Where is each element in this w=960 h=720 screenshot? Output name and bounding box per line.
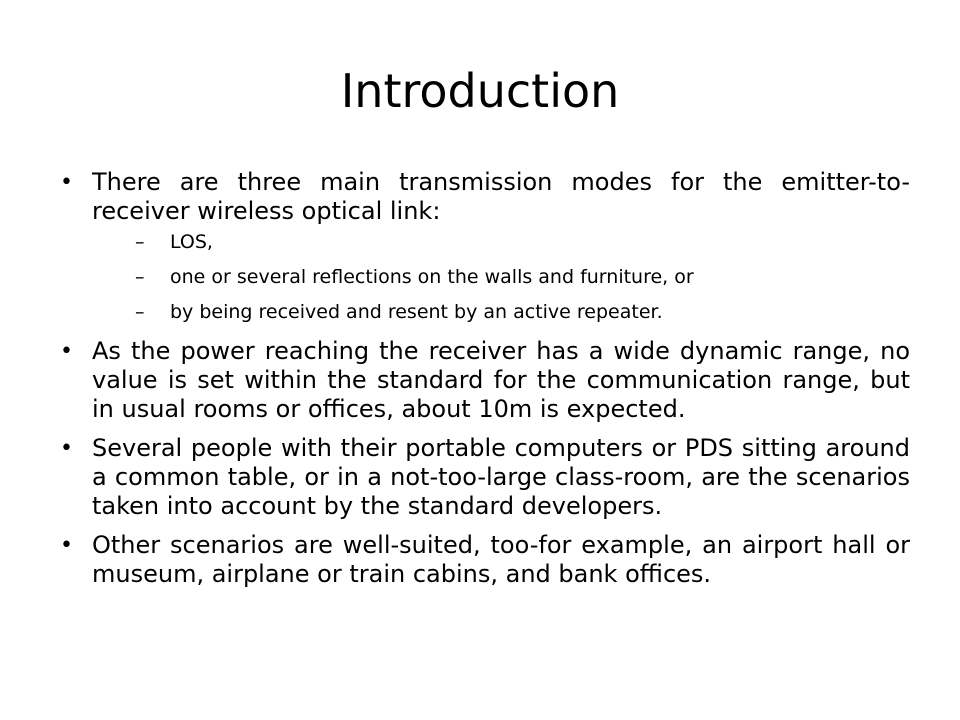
sub-item-text: by being received and resent by an active repeater. [170,301,663,323]
bullet-text: As the power reaching the receiver has a wide dynamic range, no value is set within the standard for the communication range, but in usual rooms or offices, about 10m is expected. [92,337,910,423]
sub-item-text: one or several reflections on the walls and furniture, or [170,266,694,288]
dash-icon: – [135,231,145,253]
sub-item-text: LOS, [170,231,213,253]
bullet-icon: • [60,533,73,558]
sub-item [92,302,910,323]
bullet-icon: • [60,170,73,195]
dash-icon: – [135,266,145,288]
slide-title: Introduction [340,64,620,118]
bullet-icon: • [60,436,73,461]
sub-list [92,232,910,323]
bullet-text: Several people with their portable computers or PDS sitting around a common table, or in a not-too-large class-room, are the scenarios taken into account by the standard developers. [92,434,910,520]
bullet-text: There are three main transmission modes for the emitter-to-receiver wireless optical link: [92,168,910,225]
dash-icon: – [135,301,145,323]
bullet-item [60,168,910,323]
bullet-item [60,531,910,589]
sub-item [92,267,910,288]
bullet-item [60,434,910,521]
bullet-text: Other scenarios are well-suited, too-for example, an airport hall or museum, airplane or train cabins, and bank offices. [92,531,910,588]
slide-body [60,168,910,599]
bullet-icon: • [60,339,73,364]
bullet-item [60,337,910,424]
sub-item [92,232,910,253]
